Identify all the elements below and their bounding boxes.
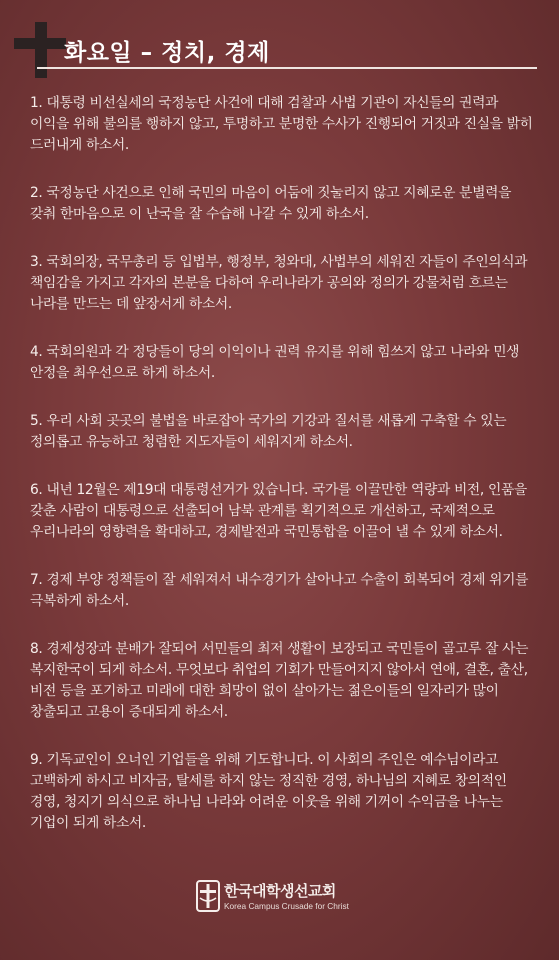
organization-name-korean: 한국대학생선교회	[224, 882, 336, 900]
prayer-item-5: 5. 우리 사회 곳곳의 불법을 바로잡아 국가의 기강과 질서를 새롭게 구축할 수 있는 정의롭고 유능하고 청렴한 지도자들이 세워지게 하소서.	[30, 413, 507, 450]
page-title: 화요일 – 정치, 경제	[64, 40, 270, 66]
kccc-logo-icon	[196, 880, 220, 912]
title-underline	[37, 67, 537, 69]
prayer-item-2: 2. 국정농단 사건으로 인해 국민의 마음이 어둠에 짓눌리지 않고 지혜로운 분별력을 갖춰 한마음으로 이 난국을 잘 수습해 나갈 수 있게 하소서.	[30, 185, 512, 222]
prayer-item-8: 8. 경제성장과 분배가 잘되어 서민들의 최저 생활이 보장되고 국민들이 골고루 잘 사는 복지한국이 되게 하소서. 무엇보다 취업의 기회가 만들어지지 않아서 연애, 결혼, 출산, 비전 등을 포기하고 미래에 대한 희망이 없이 살아가는 젊은이들의 일자리가 많이 창출되고 고용이 증대되게 하소서.	[30, 641, 529, 720]
cross-horizontal-bar	[14, 38, 66, 49]
prayer-list	[30, 93, 535, 861]
cross-vertical-bar	[35, 22, 47, 78]
prayer-item-3: 3. 국회의장, 국무총리 등 입법부, 행정부, 청와대, 사법부의 세워진 자들이 주인의식과 책임감을 가지고 각자의 본분을 다하여 우리나라가 공의와 정의가 강물처럼 흐르는 나라를 만드는 데 앞장서게 하소서.	[30, 254, 528, 312]
prayer-item-1: 1. 대통령 비선실세의 국정농단 사건에 대해 검찰과 사법 기관이 자신들의 권력과 이익을 위해 불의를 행하지 않고, 투명하고 분명한 수사가 진행되어 거짓과 진실을 밝히 드러내게 하소서.	[30, 95, 533, 153]
organization-footer	[196, 880, 366, 920]
prayer-item-6: 6. 내년 12월은 제19대 대통령선거가 있습니다. 국가를 이끌만한 역량과 비전, 인품을 갖춘 사람이 대통령으로 선출되어 남북 관계를 획기적으로 개선하고, 국제적으로 우리나라의 영향력을 확대하고, 경제발전과 국민통합을 이끌어 낼 수 있게 하소서.	[30, 482, 527, 540]
prayer-item-4: 4. 국회의원과 각 정당들이 당의 이익이나 권력 유지를 위해 힘쓰지 않고 나라와 민생 안정을 최우선으로 하게 하소서.	[30, 344, 520, 381]
organization-name-english: Korea Campus Crusade for Christ	[224, 901, 349, 911]
prayer-item-7: 7. 경제 부양 정책들이 잘 세워져서 내수경기가 살아나고 수출이 회복되어 경제 위기를 극복하게 하소서.	[30, 572, 529, 609]
prayer-item-9: 9. 기독교인이 오너인 기업들을 위해 기도합니다. 이 사회의 주인은 예수님이라고 고백하게 하시고 비자금, 탈세를 하지 않는 정직한 경영, 하나님의 지혜로 창의적인 경영, 청지기 의식으로 하나님 나라와 어려운 이웃을 위해 기꺼이 수익금을 나누는 기업이 되게 하소서.	[30, 752, 507, 831]
